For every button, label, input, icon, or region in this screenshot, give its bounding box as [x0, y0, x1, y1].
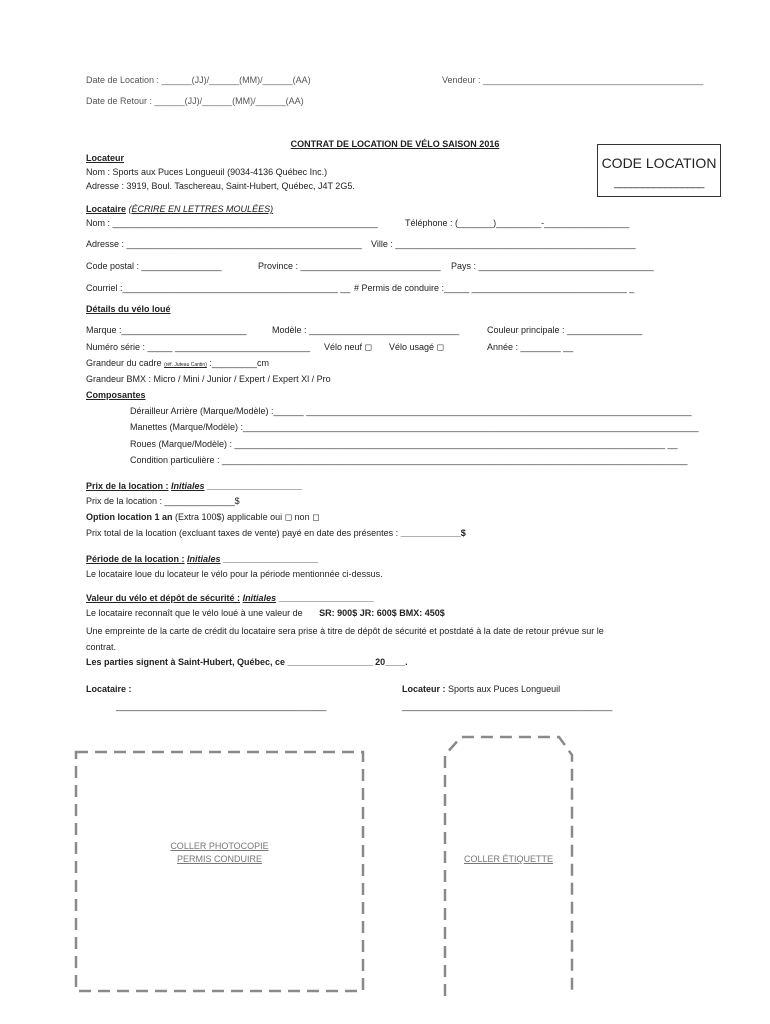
locataire-heading-note: (ÉCRIRE EN LETTRES MOULÉES) — [128, 204, 274, 214]
valeur-signent[interactable]: Les parties signent à Saint-Hubert, Québec, ce _________________ 20____. — [86, 657, 408, 667]
locateur-nom: Nom : Sports aux Puces Longueuil (9034-4136 Québec Inc.) — [86, 167, 328, 177]
paste-etiquette-box[interactable] — [445, 737, 572, 996]
periode-initiales-label: Initiales — [187, 554, 221, 564]
contract-title: CONTRAT DE LOCATION DE VÉLO SAISON 2016 — [290, 139, 500, 149]
code-location-line: ________________ — [614, 177, 704, 189]
velo-couleur-field[interactable]: Couleur principale : _______________ — [487, 325, 643, 335]
periode-heading: Période de la location : — [86, 554, 185, 564]
prix-location-field[interactable]: Prix de la location : ______________$ — [86, 496, 240, 506]
velo-modele-field[interactable]: Modèle : ______________________________ — [272, 325, 460, 335]
valeur-text-intro: Le locataire reconnaît que le vélo loué à une valeur de — [86, 608, 303, 618]
composantes-heading: Composantes — [86, 390, 146, 400]
option-location-label: Option location 1 an — [86, 512, 173, 522]
prix-total-label: Prix total de la location (excluant taxes de vente) payé en date des présentes : — [86, 528, 401, 538]
velo-numero-serie-field[interactable]: Numéro série : _____ ___________________________ — [86, 342, 311, 352]
locataire-nom-field[interactable]: Nom : _____________________________________________________ — [86, 218, 378, 228]
valeur-empreinte-1: Une empreinte de la carte de crédit du locataire sera prise à titre de dépôt de sécurité et postdaté à la date de retour prévue sur le — [86, 626, 604, 636]
locataire-permis-field[interactable]: # Permis de conduire :_____ _______________________________ _ — [354, 283, 635, 293]
velo-marque-field[interactable]: Marque :_________________________ — [86, 325, 247, 335]
date-location-field[interactable]: Date de Location : ______(JJ)/______(MM)/______(AA) — [86, 75, 311, 85]
option-location-choices[interactable]: (Extra 100$) applicable oui ◻ non ◻ — [172, 512, 320, 522]
prix-heading: Prix de la location : — [86, 481, 169, 491]
velo-grandeur-bmx[interactable]: Grandeur BMX : Micro / Mini / Junior / Expert / Expert Xl / Pro — [86, 374, 331, 384]
prix-initiales-label: Initiales — [171, 481, 205, 491]
signature-locateur-label: Locateur : — [402, 684, 446, 694]
valeur-values: SR: 900$ JR: 600$ BMX: 450$ — [319, 608, 445, 618]
velo-annee-field[interactable]: Année : ________ __ — [487, 342, 574, 352]
grandeur-cadre-ref: (réf. Juteau Cantin) — [164, 362, 207, 368]
locataire-telephone-field[interactable]: Téléphone : (_______)_________-_________________ — [405, 218, 630, 228]
composante-manettes-field[interactable]: Manettes (Marque/Modèle) :___________________________________________________________________________________________ — [130, 422, 699, 432]
velo-neuf-checkbox[interactable]: Vélo neuf ◻ — [324, 342, 373, 352]
paste-etiquette-label: COLLER ÉTIQUETTE — [463, 854, 553, 864]
locataire-province-field[interactable]: Province : ____________________________ — [258, 261, 441, 271]
prix-initiales-line[interactable]: ___________________ — [207, 481, 303, 491]
paste-permis-box[interactable] — [76, 752, 363, 991]
signature-locataire-line[interactable]: __________________________________________ — [116, 701, 327, 711]
paste-permis-label-1: COLLER PHOTOCOPIE — [170, 841, 269, 851]
composante-derailleur-field[interactable]: Dérailleur Arrière (Marque/Modèle) :______ _____________________________________________________________________________ — [130, 406, 692, 416]
velo-heading: Détails du vélo loué — [86, 304, 171, 314]
locateur-heading: Locateur — [86, 153, 125, 163]
locataire-code-postal-field[interactable]: Code postal : ________________ — [86, 261, 222, 271]
prix-total-line[interactable]: ____________$ — [400, 528, 466, 538]
velo-usage-checkbox[interactable]: Vélo usagé ◻ — [389, 342, 445, 352]
valeur-initiales-label: Initiales — [242, 593, 277, 603]
date-retour-field[interactable]: Date de Retour : ______(JJ)/______(MM)/______(AA) — [86, 96, 304, 106]
valeur-heading: Valeur du vélo et dépôt de sécurité : — [86, 593, 241, 603]
periode-text: Le locataire loue du locateur le vélo pour la période mentionnée ci-dessus. — [86, 569, 383, 579]
code-location-title: CODE LOCATION — [601, 155, 717, 171]
composante-condition-field[interactable]: Condition particulière : _____________________________________________________________________________________________ — [130, 455, 688, 465]
locataire-heading: Locataire — [86, 204, 127, 214]
locataire-pays-field[interactable]: Pays : ___________________________________ — [451, 261, 654, 271]
signature-locataire-label: Locataire : — [86, 684, 132, 694]
locataire-courriel-field[interactable]: Courriel :___________________________________________ __ — [86, 283, 351, 293]
composante-roues-field[interactable]: Roues (Marque/Modèle) : ______________________________________________________________________________________ __ — [130, 439, 678, 449]
locataire-ville-field[interactable]: Ville : ________________________________________________ — [371, 239, 636, 249]
vendeur-field[interactable]: Vendeur : ____________________________________________ — [442, 75, 704, 85]
valeur-empreinte-2: contrat. — [86, 642, 117, 652]
paste-permis-label-2: PERMIS CONDUIRE — [176, 854, 262, 864]
periode-initiales-line[interactable]: ___________________ — [223, 554, 319, 564]
grandeur-cadre-label: Grandeur du cadre — [86, 358, 162, 368]
valeur-initiales-line[interactable]: ___________________ — [278, 593, 374, 603]
locataire-adresse-field[interactable]: Adresse : _______________________________________________ — [86, 239, 362, 249]
signature-locateur-name: Sports aux Puces Longueuil — [445, 684, 561, 694]
grandeur-cadre-value[interactable]: :_________cm — [209, 358, 269, 368]
locateur-adresse: Adresse : 3919, Boul. Taschereau, Saint-Hubert, Québec, J4T 2G5. — [86, 181, 355, 191]
signature-locateur-line[interactable]: __________________________________________ — [402, 701, 613, 711]
